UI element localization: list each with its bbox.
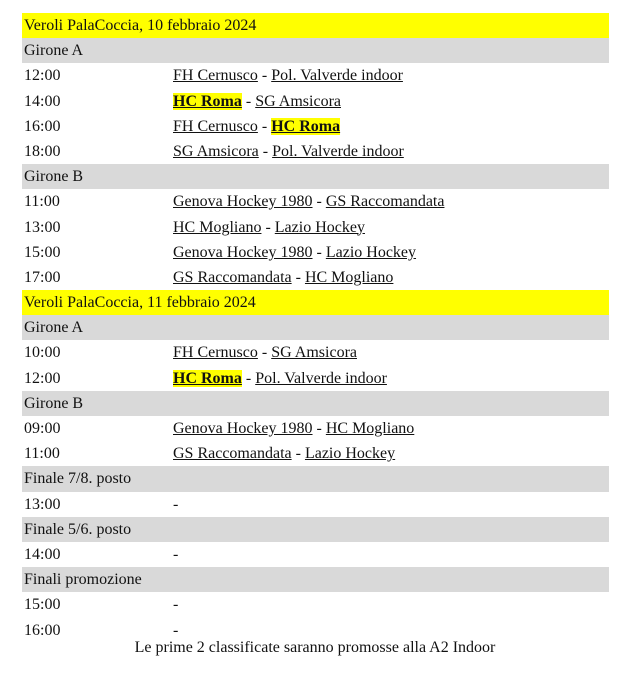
match-row [22, 265, 609, 290]
match-teams [173, 215, 365, 240]
match-teams [173, 340, 357, 365]
home-team-link[interactable]: HC Mogliano [173, 218, 262, 236]
match-teams [173, 416, 414, 441]
match-row [22, 189, 609, 214]
footer-note: Le prime 2 classificate saranno promosse alla A2 Indoor [134, 639, 496, 656]
match-separator: - [245, 92, 252, 110]
group-header-row [22, 38, 609, 63]
match-separator: - [262, 142, 269, 160]
match-separator: - [265, 218, 271, 236]
match-teams [173, 240, 416, 265]
match-time: 18:00 [24, 142, 61, 160]
away-team-link[interactable]: HC Mogliano [304, 268, 394, 286]
match-teams [173, 366, 387, 391]
home-team-link[interactable]: Genova Hockey 1980 [173, 420, 313, 437]
match-separator: - [173, 495, 179, 513]
home-team-link[interactable]: HC Roma [173, 92, 242, 110]
match-time: 15:00 [24, 243, 61, 261]
match-row [22, 416, 609, 441]
venue-date-label: Veroli PalaCoccia, 11 febbraio 2024 [24, 294, 256, 312]
match-separator: - [316, 420, 322, 437]
group-header-row [22, 391, 609, 416]
group-header-row [22, 164, 609, 189]
match-teams [173, 139, 404, 164]
match-row [22, 63, 609, 88]
home-team-link[interactable]: SG Amsicora [173, 142, 259, 160]
match-time: 16:00 [24, 117, 61, 135]
match-time: 17:00 [24, 268, 61, 286]
home-team-link[interactable]: FH Cernusco [173, 67, 258, 85]
group-label: Girone A [24, 319, 84, 337]
home-team-link[interactable]: Genova Hockey 1980 [173, 193, 313, 211]
away-team-link[interactable]: SG Amsicora [255, 92, 341, 110]
match-row [22, 366, 609, 391]
match-time: 15:00 [24, 596, 61, 614]
home-team-link[interactable]: FH Cernusco [173, 344, 258, 362]
match-time: 12:00 [24, 67, 61, 85]
group-label: Finali promozione [24, 571, 142, 589]
match-time: 11:00 [24, 193, 60, 211]
group-label: Girone B [24, 168, 84, 186]
match-separator: - [316, 193, 322, 211]
match-teams [173, 492, 178, 517]
match-separator: - [173, 621, 179, 639]
away-team-link[interactable]: SG Amsicora [271, 344, 357, 362]
match-time: 12:00 [24, 369, 61, 387]
match-row [22, 492, 609, 517]
venue-date-row [22, 290, 609, 315]
away-team-link[interactable]: Lazio Hockey [325, 243, 417, 261]
match-row [22, 542, 609, 567]
match-row [22, 441, 609, 466]
match-row [22, 89, 609, 114]
match-row [22, 139, 609, 164]
away-team-link[interactable]: HC Roma [271, 117, 341, 135]
match-separator: - [173, 545, 179, 563]
group-header-row [22, 466, 609, 491]
match-teams [173, 114, 340, 139]
match-time: 13:00 [24, 495, 61, 513]
match-separator: - [261, 117, 268, 135]
group-label: Finale 5/6. posto [24, 520, 132, 538]
away-team-link[interactable]: HC Mogliano [325, 420, 415, 437]
match-row [22, 215, 609, 240]
match-teams [173, 63, 403, 88]
match-separator: - [295, 268, 301, 286]
away-team-link[interactable]: GS Raccomandata [325, 193, 445, 211]
group-header-row [22, 315, 609, 340]
group-label: Girone B [24, 394, 84, 412]
match-time: 11:00 [24, 445, 60, 463]
match-time: 09:00 [24, 420, 61, 437]
group-label: Finale 7/8. posto [24, 470, 132, 488]
match-teams [173, 542, 178, 567]
home-team-link[interactable]: GS Raccomandata [173, 445, 292, 463]
match-separator: - [261, 67, 268, 85]
match-separator: - [173, 596, 179, 614]
venue-date-label: Veroli PalaCoccia, 10 febbraio 2024 [24, 17, 257, 34]
away-team-link[interactable]: Pol. Valverde indoor [255, 369, 387, 387]
away-team-link[interactable]: Pol. Valverde indoor [271, 67, 403, 85]
home-team-link[interactable]: HC Roma [173, 369, 242, 387]
away-team-link[interactable]: Lazio Hockey [274, 218, 365, 236]
match-time: 14:00 [24, 92, 61, 110]
match-time: 16:00 [24, 621, 61, 639]
group-header-row [22, 567, 609, 592]
match-teams [173, 189, 444, 214]
home-team-link[interactable]: Genova Hockey 1980 [173, 243, 313, 261]
away-team-link[interactable]: Lazio Hockey [304, 445, 396, 463]
match-separator: - [261, 344, 268, 362]
match-row [22, 114, 609, 139]
group-label: Girone A [24, 42, 84, 60]
match-separator: - [295, 445, 301, 463]
home-team-link[interactable]: FH Cernusco [173, 117, 258, 135]
match-teams [173, 89, 341, 114]
away-team-link[interactable]: Pol. Valverde indoor [272, 142, 404, 160]
match-row [22, 340, 609, 365]
match-time: 10:00 [24, 344, 61, 362]
match-time: 13:00 [24, 218, 61, 236]
venue-date-row [22, 13, 609, 38]
match-separator: - [245, 369, 252, 387]
home-team-link[interactable]: GS Raccomandata [173, 268, 292, 286]
match-row [22, 592, 609, 617]
group-header-row [22, 517, 609, 542]
match-teams [173, 592, 178, 617]
match-teams [173, 265, 393, 290]
match-teams [173, 441, 395, 466]
match-separator: - [316, 243, 322, 261]
schedule-table [22, 13, 609, 643]
match-time: 14:00 [24, 545, 61, 563]
match-row [22, 240, 609, 265]
